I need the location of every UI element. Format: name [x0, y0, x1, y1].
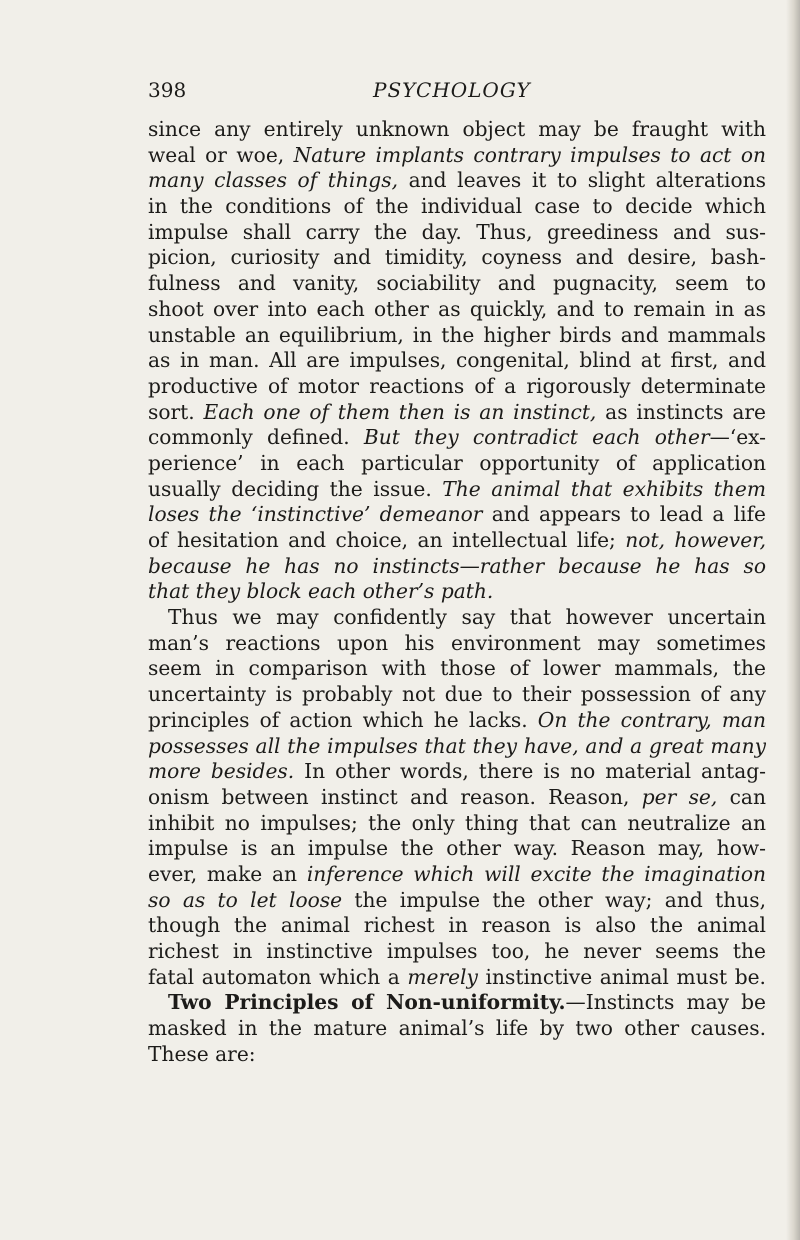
text-line — [148, 554, 766, 580]
text-segment: though the animal richest in reason is also the animal — [148, 913, 766, 938]
text-line — [148, 323, 766, 349]
text-segment: merely — [407, 964, 478, 989]
text-line — [148, 759, 766, 785]
text-segment: impulse is an impulse the other way. Reason may, how- — [148, 836, 766, 861]
text-segment: Two Principles of Non-uniformity. — [168, 990, 566, 1015]
text-segment: impulse shall carry the day. Thus, greediness and sus- — [148, 219, 766, 244]
text-segment: principles of action which he lacks. — [148, 707, 538, 732]
text-segment: not, however, — [625, 528, 766, 552]
text-line — [148, 631, 766, 657]
text-line — [148, 502, 766, 528]
text-segment: —Instincts may be — [565, 990, 766, 1015]
text-line — [148, 477, 766, 503]
text-segment: many classes of things, — [148, 168, 399, 193]
text-line — [148, 297, 766, 323]
running-head: PSYCHOLOGY — [373, 78, 531, 102]
text-segment: onism between instinct and reason. Reason, — [148, 784, 642, 809]
text-segment: uncertainty is probably not due to their possession of any — [148, 682, 766, 707]
text-segment: possesses all the impulses that they have, and a great many — [148, 733, 766, 758]
text-line — [148, 811, 766, 837]
text-segment: ever, make an — [148, 861, 307, 886]
text-segment: Thus we may confidently say that however uncertain — [168, 605, 766, 630]
text-line — [148, 374, 766, 400]
text-line — [148, 888, 766, 914]
text-line — [148, 785, 766, 811]
text-line — [148, 965, 766, 991]
text-segment: as instincts are — [596, 399, 766, 424]
text-segment: On the contrary, man — [537, 707, 766, 732]
text-segment: instinctive animal must be. — [477, 964, 766, 989]
page-spine-shadow — [786, 0, 800, 1240]
text-segment: can — [717, 784, 766, 809]
text-line — [148, 220, 766, 246]
text-segment: sort. — [148, 399, 204, 424]
text-segment: per se, — [641, 784, 718, 809]
text-line — [148, 990, 766, 1016]
text-segment: masked in the mature animal’s life by two other causes. — [148, 1016, 766, 1041]
text-segment: richest in instinctive impulses too, he never seems the — [148, 939, 766, 963]
text-line — [148, 862, 766, 888]
text-segment: the impulse the other way; and thus, — [342, 887, 766, 912]
text-segment: commonly defined. — [148, 425, 364, 450]
text-segment: picion, curiosity and timidity, coyness and desire, bash- — [148, 245, 766, 270]
text-segment: productive of motor reactions of a rigorously determinate — [148, 373, 766, 398]
text-segment: —‘ex- — [709, 425, 766, 450]
text-line — [148, 451, 766, 477]
text-line — [148, 245, 766, 271]
text-line — [148, 400, 766, 426]
text-line — [148, 528, 766, 554]
text-segment: The animal that exhibits them — [442, 476, 766, 501]
text-segment: more besides. — [148, 759, 295, 784]
page-number: 398 — [148, 78, 187, 102]
text-segment: in the conditions of the individual case to decide which — [148, 194, 766, 219]
text-line — [148, 143, 766, 169]
text-segment: Each one of them then is an instinct, — [203, 399, 597, 424]
text-segment: and leaves it to slight alterations — [398, 168, 766, 193]
text-segment: of hesitation and choice, an intellectual life; — [148, 528, 626, 552]
text-segment: seem in comparison with those of lower mammals, the — [148, 656, 766, 681]
text-line — [148, 734, 766, 760]
text-segment: perience’ in each particular opportunity of application — [148, 450, 766, 475]
text-line — [148, 168, 766, 194]
text-line — [148, 836, 766, 862]
text-segment: fatal automaton which a — [148, 964, 408, 989]
text-segment: weal or woe, — [148, 142, 294, 167]
text-segment: that they block each other’s path. — [148, 579, 494, 604]
text-line — [148, 348, 766, 374]
text-segment: shoot over into each other as quickly, and to remain in as — [148, 296, 766, 321]
text-segment: fulness and vanity, sociability and pugnacity, seem to — [148, 271, 766, 296]
text-segment: so as to let loose — [148, 887, 343, 912]
text-line — [148, 1042, 766, 1068]
text-segment: because he has no instincts—rather because he has so — [148, 553, 766, 578]
text-line — [148, 656, 766, 682]
text-segment: inhibit no impulses; the only thing that can neutralize an — [148, 810, 766, 835]
text-line — [148, 425, 766, 451]
text-segment: These are: — [148, 1041, 256, 1066]
text-segment: In other words, there is no material antag- — [294, 759, 766, 784]
text-line — [148, 708, 766, 734]
text-segment: unstable an equilibrium, in the higher birds and mammals — [148, 322, 766, 347]
text-segment: since any entirely unknown object may be fraught with — [148, 117, 766, 141]
text-segment: loses the ‘instinctive’ demeanor — [148, 502, 483, 527]
text-line — [148, 271, 766, 297]
text-segment: man’s reactions upon his environment may sometimes — [148, 630, 766, 655]
text-line — [148, 1016, 766, 1042]
body-text — [148, 117, 766, 1067]
text-line — [148, 939, 766, 965]
text-line — [148, 117, 766, 143]
text-line — [148, 579, 766, 605]
text-segment: usually deciding the issue. — [148, 476, 443, 501]
text-segment: But they contradict each other — [363, 425, 710, 450]
text-segment: as in man. All are impulses, congenital, blind at first, and — [148, 348, 766, 373]
text-segment: inference which will excite the imagination — [306, 861, 766, 886]
text-segment: and appears to lead a life — [482, 502, 766, 527]
text-line — [148, 682, 766, 708]
text-line — [148, 913, 766, 939]
text-line — [148, 194, 766, 220]
text-segment: Nature implants contrary impulses to act on — [293, 142, 766, 167]
text-line — [148, 605, 766, 631]
